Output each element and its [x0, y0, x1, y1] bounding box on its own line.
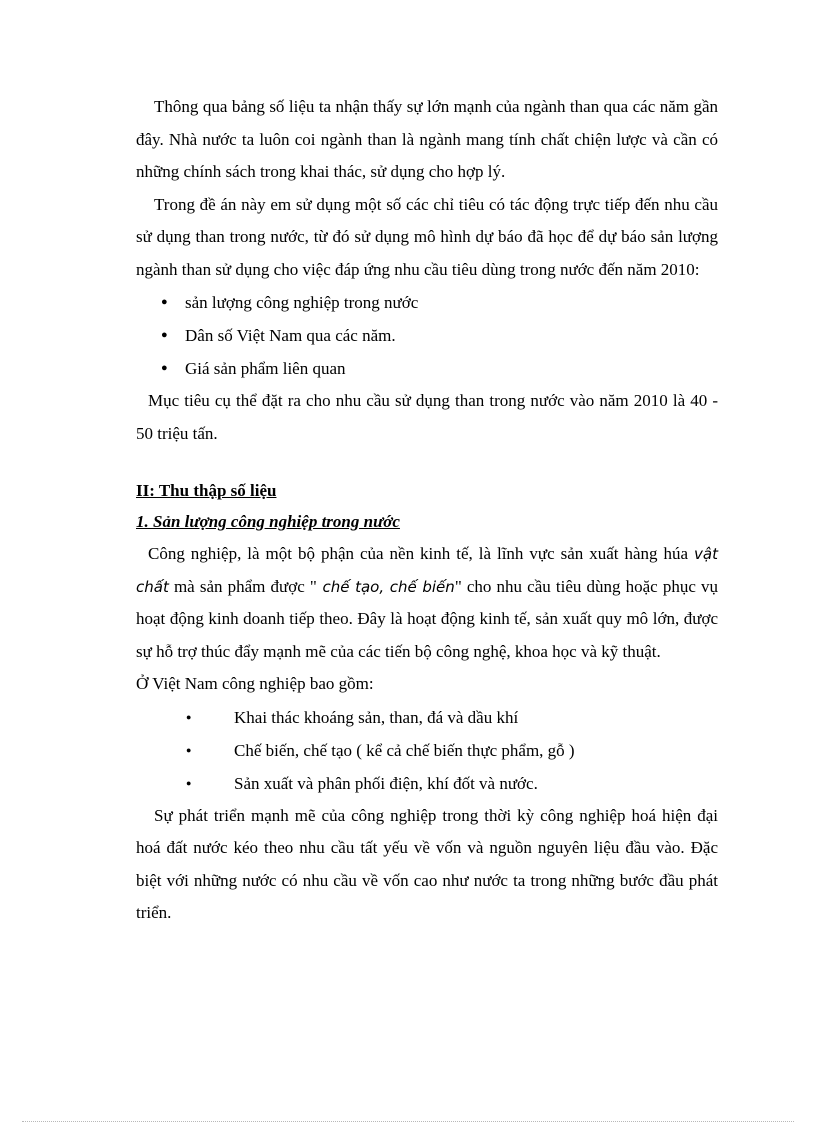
section-heading: II: Thu thập số liệu — [136, 481, 277, 500]
list-item: ● Giá sản phẩm liên quan — [136, 352, 718, 385]
list-item: ● Khai thác khoáng sản, than, đá và dầu khí — [136, 701, 718, 734]
industry-list — [136, 701, 718, 800]
industry-paragraph-1 — [136, 538, 718, 668]
document-page — [136, 91, 718, 930]
italic-term: vật chất — [136, 545, 718, 596]
intro-paragraph-2: Trong đề án này em sử dụng một số các chỉ tiêu có tác động trực tiếp đến nhu cầu sử dụng than trong nước, từ đó sử dụng mô hình dự báo đã học để dự báo sản lượng ngành than sử dụng cho việc đáp ứng nhu cầu tiêu dùng trong nước đến năm 2010: — [136, 194, 718, 279]
list-item: ● Dân số Việt Nam qua các năm. — [136, 319, 718, 352]
subsection-heading: 1. Sản lượng công nghiệp trong nước — [136, 512, 400, 531]
text-run: " cho nhu cầu tiêu dùng hoặc phục vụ hoạt động kinh doanh tiếp theo. Đây là hoạt động kinh tế, sản xuất quy mô lớn, được sự hỗ trợ thúc đẩy mạnh mẽ của các tiến bộ công nghệ, khoa học và kỹ thuật. — [136, 576, 718, 661]
indicator-list — [136, 286, 718, 385]
list-item: ● Sản xuất và phân phối điện, khí đốt và nước. — [136, 767, 718, 800]
italic-term: chế tạo, chế biến — [316, 577, 455, 596]
page-footer-divider — [22, 1121, 794, 1122]
list-item: ● Chế biến, chế tạo ( kể cả chế biến thực phẩm, gỗ ) — [136, 734, 718, 767]
section-spacer — [136, 450, 718, 476]
industry-paragraph-3: Sự phát triển mạnh mẽ của công nghiệp trong thời kỳ công nghiệp hoá hiện đại hoá đất nước kéo theo nhu cầu tất yếu về vốn và nguồn nguyên liệu đầu vào. Đặc biệt với những nước có nhu cầu về vốn cao như nước ta trong những bước đầu phát triển. — [136, 805, 718, 922]
list-item: ● sản lượng công nghiệp trong nước — [136, 286, 718, 319]
text-run: mà sản phẩm được " — [168, 576, 317, 596]
industry-paragraph-2: Ở Việt Nam công nghiệp bao gồm: — [136, 674, 374, 693]
text-run: Công nghiệp, là một bộ phận của nền kinh tế, là lĩnh vực sản xuất hàng húa — [148, 544, 695, 563]
intro-paragraph-3: Mục tiêu cụ thể đặt ra cho nhu cầu sử dụng than trong nước vào năm 2010 là 40 - 50 triệu tấn. — [136, 391, 718, 443]
intro-paragraph-1: Thông qua bảng số liệu ta nhận thấy sự lớn mạnh của ngành than qua các năm gần đây. Nhà nước ta luôn coi ngành than là ngành mang tính chất chiện lược và cần có những chính sách trong khai thác, sử dụng cho hợp lý. — [136, 97, 718, 181]
